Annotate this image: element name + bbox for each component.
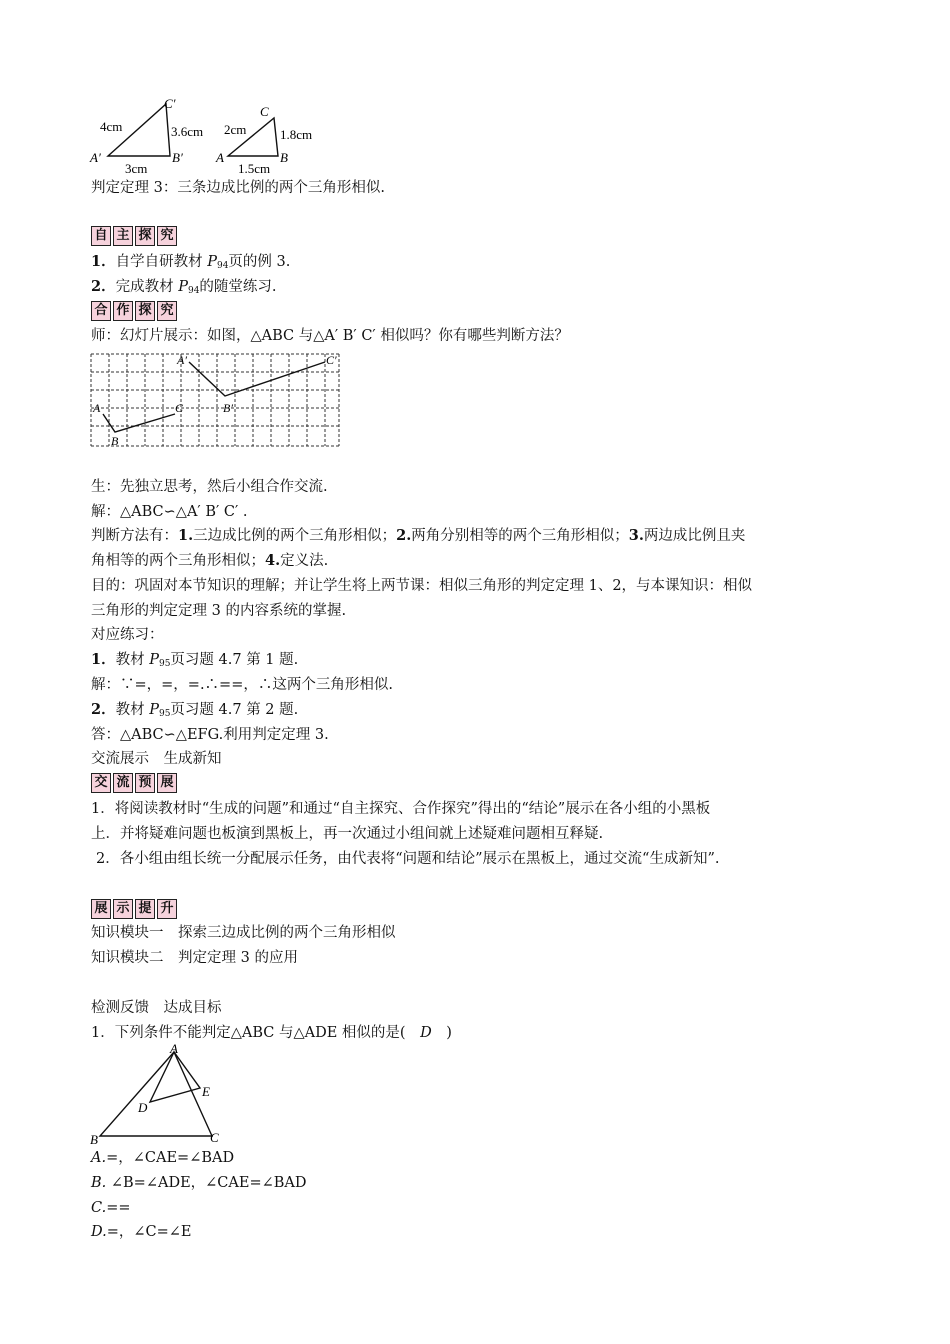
student-response: 生：先独立思考，然后小组合作交流. [91, 479, 328, 495]
exchange-title: 交流展示 生成新知 [91, 751, 222, 767]
label-a: A [216, 150, 224, 165]
dashed-grid [91, 354, 339, 446]
teacher-prompt: 师：幻灯片展示：如图，△ABC 与△A′ B′ C′ 相似吗？你有哪些判断方法？ [91, 328, 569, 344]
fig3-label-c: C [210, 1130, 219, 1145]
practice-heading: 对应练习： [91, 627, 164, 643]
badge-char: 流 [113, 773, 133, 793]
badge-char: 示 [113, 899, 133, 919]
badge-char: 探 [135, 301, 155, 321]
triangle-abc [100, 1052, 212, 1136]
grid-label-b: B [111, 434, 119, 448]
badge-self-study [91, 226, 179, 248]
grid-label-c-prime: C′ [326, 353, 337, 367]
similar-triangles-figure [88, 96, 328, 178]
fig3-label-d: D [138, 1100, 148, 1115]
label-c-prime: C′ [164, 96, 176, 111]
fig3-label-e: E [202, 1084, 210, 1099]
badge-char: 究 [157, 226, 177, 246]
badge-show-improve [91, 899, 179, 921]
label-c: C [260, 104, 269, 119]
label-b: B [280, 150, 288, 165]
knowledge-module-1: 知识模块一 探索三边成比例的两个三角形相似 [91, 925, 396, 941]
badge-char: 究 [157, 301, 177, 321]
badge-char: 自 [91, 226, 111, 246]
exercise-1: 1．教材 $P_{95}$页习题 4.7 第 1 题. [91, 651, 299, 669]
judgment-methods-2: 角相等的两个三角形相似；4.定义法. [91, 552, 329, 569]
badge-char: 交 [91, 773, 111, 793]
self-study-item-2: 2．完成教材 $P_{94}$的随堂练习. [91, 278, 277, 296]
choice-b[interactable]: B. ∠B=∠ADE，∠CAE=∠BAD [91, 1175, 307, 1191]
badge-char: 主 [113, 226, 133, 246]
question-1-answer: D [420, 1025, 432, 1041]
solution-line: 解：△ABC∽△A′ B′ C′ . [91, 504, 248, 520]
choice-c[interactable]: C.== [91, 1200, 131, 1216]
choice-d[interactable]: D.=，∠C=∠E [91, 1224, 192, 1240]
badge-char: 提 [135, 899, 155, 919]
test-feedback-title: 检测反馈 达成目标 [91, 1000, 222, 1016]
purpose-2: 三角形的判定定理 3 的内容系统的掌握. [91, 603, 347, 619]
badge-char: 作 [113, 301, 133, 321]
side-label-3-6cm: 3.6cm [171, 124, 204, 139]
fig3-label-b: B [90, 1132, 98, 1147]
exchange-paragraph-1a: 1．将阅读教材时“生成的问题”和通过“自主探究、合作探究”得出的“结论”展示在各小组的小黑板 [91, 801, 711, 817]
triangle-abc [103, 414, 175, 432]
exercise-2-answer: 答：△ABC∽△EFG.利用判定定理 3. [91, 727, 329, 743]
label-a-prime: A′ [90, 150, 101, 165]
knowledge-module-2: 知识模块二 判定定理 3 的应用 [91, 950, 298, 966]
badge-char: 预 [135, 773, 155, 793]
fig3-label-a: A [170, 1042, 178, 1056]
badge-cooperative-study [91, 301, 179, 323]
judgment-methods-1: 判断方法有：1.三边成比例的两个三角形相似；2.两角分别相等的两个三角形相似；3.两边成比例且夹 [91, 527, 746, 544]
triangle-abc-ade-figure [88, 1042, 228, 1148]
side-label-2cm: 2cm [224, 122, 247, 137]
badge-exchange-preview [91, 773, 179, 795]
badge-char: 展 [157, 773, 177, 793]
exchange-paragraph-2: 2．各小组由组长统一分配展示任务，由代表将“问题和结论”展示在黑板上，通过交流“生成新知”. [96, 851, 720, 867]
grid-triangles-figure [89, 350, 341, 452]
grid-label-c: C [175, 401, 184, 415]
grid-label-a-prime: A′ [177, 353, 187, 367]
exercise-1-solution: 解：∵=，=，=.∴==，∴这两个三角形相似. [91, 677, 393, 693]
side-label-4cm: 4cm [100, 119, 123, 134]
grid-label-b-prime: B′ [223, 401, 233, 415]
purpose-1: 目的：巩固对本节知识的理解；并让学生将上两节课：相似三角形的判定定理 1、2，与本课知识：相似 [91, 578, 753, 594]
question-1: 1．下列条件不能判定△ABC 与△ADE 相似的是( D ) [91, 1025, 452, 1041]
badge-char: 合 [91, 301, 111, 321]
side-label-1-5cm: 1.5cm [238, 161, 271, 176]
self-study-item-1: 1．自学自研教材 $P_{94}$页的例 3. [91, 253, 291, 271]
badge-char: 探 [135, 226, 155, 246]
badge-char: 升 [157, 899, 177, 919]
label-b-prime: B′ [172, 150, 183, 165]
triangle-a1b1c1 [189, 362, 325, 396]
exchange-paragraph-1b: 上．并将疑难问题也板演到黑板上，再一次通过小组间就上述疑难问题相互释疑. [91, 826, 604, 842]
exercise-2: 2．教材 $P_{95}$页习题 4.7 第 2 题. [91, 701, 299, 719]
choice-a[interactable]: A.=，∠CAE=∠BAD [91, 1150, 235, 1166]
badge-char: 展 [91, 899, 111, 919]
side-label-3cm: 3cm [125, 161, 148, 176]
grid-label-a: A [93, 401, 101, 415]
side-label-1-8cm: 1.8cm [280, 127, 313, 142]
theorem-3: 判定定理 3：三条边成比例的两个三角形相似. [91, 180, 385, 196]
